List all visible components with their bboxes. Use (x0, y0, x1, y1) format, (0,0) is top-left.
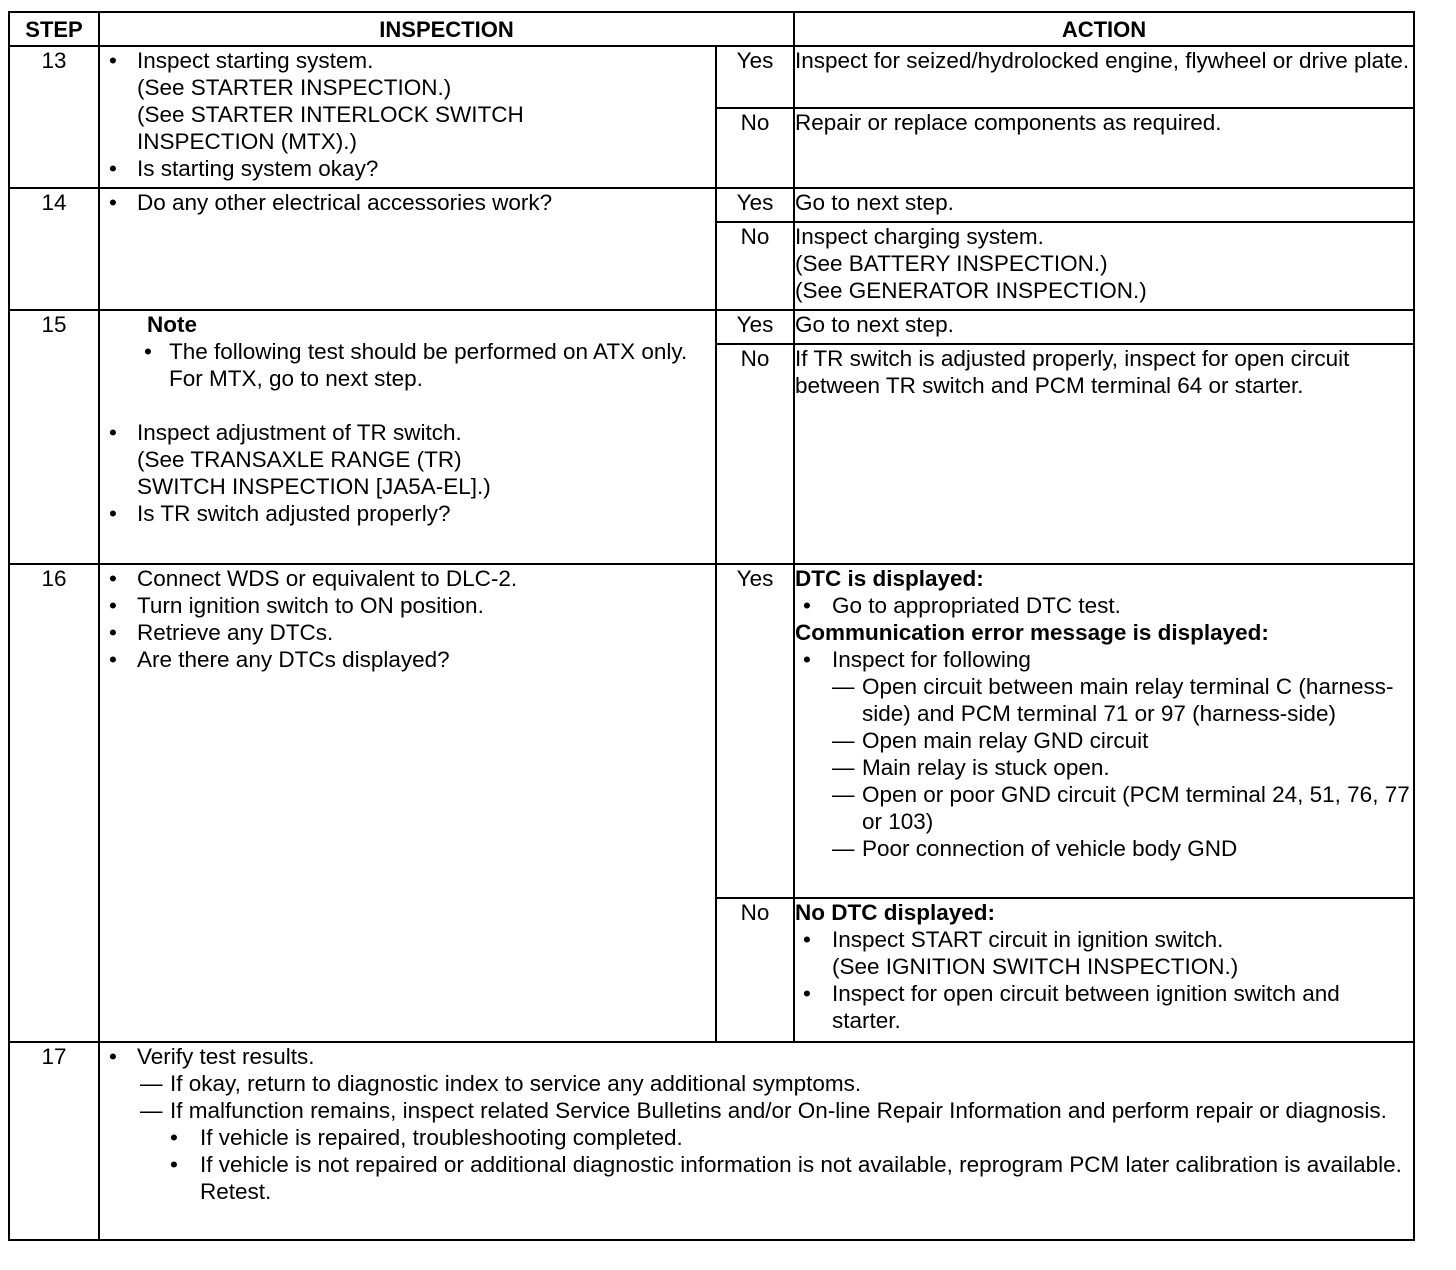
list-item: • Are there any DTCs displayed? (100, 646, 715, 673)
no-label: No (716, 108, 794, 188)
step-number: 16 (9, 564, 99, 1042)
inspection-cell (99, 564, 716, 1042)
yes-label: Yes (716, 46, 794, 108)
list-item: — Poor connection of vehicle body GND (832, 835, 1413, 862)
step-number: 14 (9, 188, 99, 310)
list-item: • Go to appropriated DTC test. (795, 592, 1413, 619)
inspection-header: INSPECTION (99, 12, 794, 46)
list-item: • Inspect for open circuit between ignition switch and starter. (795, 980, 1413, 1034)
action-cell: If TR switch is adjusted properly, inspect for open circuit between TR switch and PCM terminal 64 or starter. (794, 344, 1414, 564)
action-cell: Go to next step. (794, 188, 1414, 222)
yes-label: Yes (716, 188, 794, 222)
list-item: • Is starting system okay? (100, 155, 715, 182)
note-title: Note (147, 312, 197, 337)
step-number: 17 (9, 1042, 99, 1240)
list-item: • Inspect adjustment of TR switch. (See TRANSAXLE RANGE (TR) SWITCH INSPECTION [JA5A-EL].) (100, 419, 715, 500)
no-label: No (716, 898, 794, 1042)
action-heading: No DTC displayed: (795, 900, 996, 925)
action-header: ACTION (794, 12, 1414, 46)
action-cell (794, 898, 1414, 1042)
table-row (9, 310, 1414, 344)
step-number: 15 (9, 310, 99, 564)
action-cell: Inspect charging system. (See BATTERY INSPECTION.) (See GENERATOR INSPECTION.) (794, 222, 1414, 310)
list-item: — Main relay is stuck open. (832, 754, 1413, 781)
list-item: — Open or poor GND circuit (PCM terminal 24, 51, 76, 77 or 103) (832, 781, 1413, 835)
no-label: No (716, 222, 794, 310)
list-item: • Verify test results. (100, 1043, 1413, 1070)
action-cell: Go to next step. (794, 310, 1414, 344)
yes-label: Yes (716, 310, 794, 344)
step-header: STEP (9, 12, 99, 46)
action-cell: Inspect for seized/hydrolocked engine, flywheel or drive plate. (794, 46, 1414, 108)
yes-label: Yes (716, 564, 794, 898)
list-item: — If malfunction remains, inspect related Service Bulletins and/or On-line Repair Information and perform repair or diagnosis. • If vehicle is repaired, troubleshooting completed. • If vehicle is not repaired or additional diagnostic information is not available, reprogram PCM later calibration is available. Retest. (140, 1097, 1413, 1205)
inspection-cell (99, 188, 716, 310)
action-cell: Repair or replace components as required. (794, 108, 1414, 188)
inspection-cell (99, 1042, 1414, 1240)
action-heading: DTC is displayed: (795, 566, 984, 591)
list-item: • If vehicle is not repaired or additional diagnostic information is not available, reprogram PCM later calibration is available. Retest. (170, 1151, 1413, 1205)
list-item: • Connect WDS or equivalent to DLC-2. (100, 565, 715, 592)
list-item: • Do any other electrical accessories work? (100, 189, 715, 216)
diagnostic-table (8, 11, 1415, 1241)
list-item: • Retrieve any DTCs. (100, 619, 715, 646)
inspection-cell (99, 46, 716, 188)
list-item: • Is TR switch adjusted properly? (100, 500, 715, 527)
list-item: • Inspect starting system. (See STARTER INSPECTION.) (See STARTER INTERLOCK SWITCH INSPECTION (MTX).) (100, 47, 715, 155)
table-row (9, 1042, 1414, 1240)
list-item: • The following test should be performed on ATX only. For MTX, go to next step. (100, 338, 715, 392)
list-item: • Inspect START circuit in ignition switch. (See IGNITION SWITCH INSPECTION.) (795, 926, 1413, 980)
list-item: — Open circuit between main relay terminal C (harness-side) and PCM terminal 71 or 97 (harness-side) (832, 673, 1413, 727)
table-row (9, 188, 1414, 222)
step-number: 13 (9, 46, 99, 188)
list-item: — If okay, return to diagnostic index to service any additional symptoms. (140, 1070, 1413, 1097)
action-heading: Communication error message is displayed: (795, 620, 1269, 645)
header-row (9, 12, 1414, 46)
table-row (9, 564, 1414, 898)
list-item: — Open main relay GND circuit (832, 727, 1413, 754)
inspection-cell (99, 310, 716, 564)
no-label: No (716, 344, 794, 564)
list-item: • If vehicle is repaired, troubleshooting completed. (170, 1124, 1413, 1151)
table-row (9, 46, 1414, 108)
list-item: • Turn ignition switch to ON position. (100, 592, 715, 619)
list-item: • Inspect for following — Open circuit between main relay terminal C (harness-side) and PCM terminal 71 or 97 (harness-side) — Open main relay GND circuit — Main relay is stuck open. — Open or poor GND circuit (PCM terminal 24, 51, 76, 77 or 103) — Poor connection of vehicle body GND (795, 646, 1413, 862)
action-cell (794, 564, 1414, 898)
